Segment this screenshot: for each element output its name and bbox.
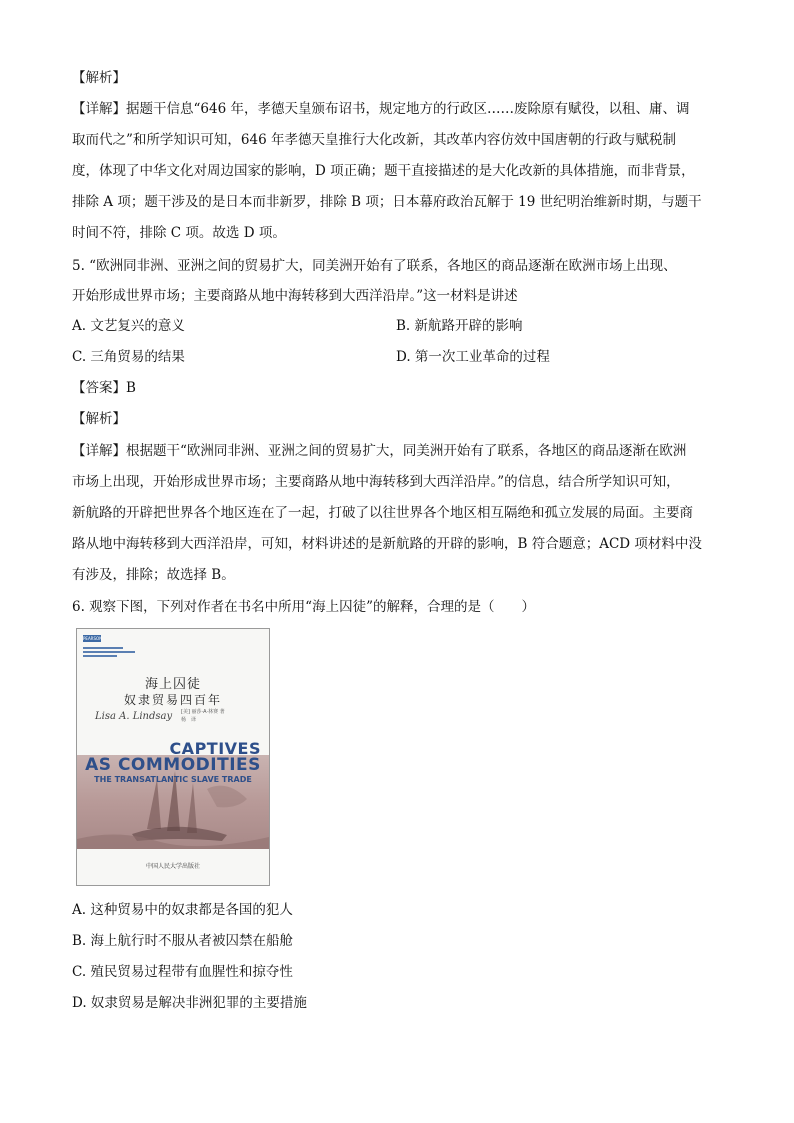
book-en-title-1: CAPTIVES bbox=[169, 739, 261, 758]
book-cover-image bbox=[76, 628, 270, 886]
book-en-title-2: AS COMMODITIES bbox=[85, 755, 261, 775]
book-press: 中国人民大学出版社 bbox=[145, 863, 200, 870]
q4-detail-line-5: 时间不符，排除 C 项。故选 D 项。 bbox=[72, 225, 286, 241]
q5-stem-line-2: 开始形成世界市场；主要商路从地中海转移到大西洋沿岸。”这一材料是讲述 bbox=[72, 288, 518, 304]
q5-option-b: B. 新航路开辟的影响 bbox=[396, 318, 523, 334]
q4-detail-line-2: 取而代之”和所学知识可知，646 年孝德天皇推行大化改新，其改革内容仿效中国唐朝的行政与赋税制 bbox=[72, 132, 676, 148]
q4-detail-line-4: 排除 A 项；题干涉及的是日本而非新罗，排除 B 项；日本幕府政治瓦解于 19 世纪明治维新时期，与题干 bbox=[72, 194, 702, 210]
q4-detail-line-1: 【详解】据题干信息“646 年，孝德天皇颁布诏书，规定地方的行政区……废除原有赋役，以租、庸、调 bbox=[72, 101, 690, 117]
q4-jiexi-heading: 【解析】 bbox=[72, 70, 126, 86]
q6-stem: 6. 观察下图，下列对作者在书名中所用“海上囚徒”的解释，合理的是（ ） bbox=[72, 599, 535, 615]
q5-jiexi-heading: 【解析】 bbox=[72, 411, 126, 427]
q5-option-d: D. 第一次工业革命的过程 bbox=[396, 349, 550, 365]
series-mark bbox=[83, 645, 143, 657]
book-author-signature: Lisa A. Lindsay bbox=[95, 711, 173, 722]
book-en-title-3: THE TRANSATLANTIC SLAVE TRADE bbox=[94, 775, 252, 784]
pearson-logo: PEARSON bbox=[83, 636, 103, 641]
q5-detail-line-3: 新航路的开辟把世界各个地区连在了一起，打破了以往世界各个地区相互隔绝和孤立发展的局面。主要商 bbox=[72, 505, 693, 521]
q5-detail-line-2: 市场上出现，开始形成世界市场；主要商路从地中海转移到大西洋沿岸。”的信息，结合所学知识可知， bbox=[72, 474, 680, 490]
q5-option-a: A. 文艺复兴的意义 bbox=[72, 318, 185, 334]
book-translator: 杨 译 bbox=[181, 717, 197, 723]
q4-detail-line-3: 度，体现了中华文化对周边国家的影响，D 项正确；题干直接描述的是大化改新的具体措施，而非背景， bbox=[72, 163, 695, 179]
q5-stem-line-1: 5. “欧洲同非洲、亚洲之间的贸易扩大，同美洲开始有了联系，各地区的商品逐渐在欧洲市场上出现、 bbox=[72, 258, 677, 274]
q5-detail-line-1: 【详解】根据题干“欧洲同非洲、亚洲之间的贸易扩大，同美洲开始有了联系，各地区的商品逐渐在欧洲 bbox=[72, 443, 687, 459]
book-author-cn: [美] 丽莎·A·林赛 著 bbox=[181, 709, 225, 715]
q6-option-c: C. 殖民贸易过程带有血腥性和掠夺性 bbox=[72, 964, 293, 980]
q5-detail-line-5: 有涉及，排除；故选择 B。 bbox=[72, 567, 235, 583]
q6-option-b: B. 海上航行时不服从者被囚禁在船舱 bbox=[72, 933, 294, 949]
book-cn-title: 海上囚徒 bbox=[144, 677, 201, 692]
book-cn-subtitle: 奴隶贸易四百年 bbox=[123, 693, 222, 707]
q5-detail-line-4: 路从地中海转移到大西洋沿岸，可知，材料讲述的是新航路的开辟的影响，B 符合题意；ACD 项材料中没 bbox=[72, 536, 702, 552]
book-author-credits bbox=[181, 708, 225, 724]
q6-option-a: A. 这种贸易中的奴隶都是各国的犯人 bbox=[72, 902, 293, 918]
q6-option-d: D. 奴隶贸易是解决非洲犯罪的主要措施 bbox=[72, 995, 307, 1011]
q5-option-c: C. 三角贸易的结果 bbox=[72, 349, 185, 365]
q5-answer: 【答案】B bbox=[72, 380, 136, 396]
